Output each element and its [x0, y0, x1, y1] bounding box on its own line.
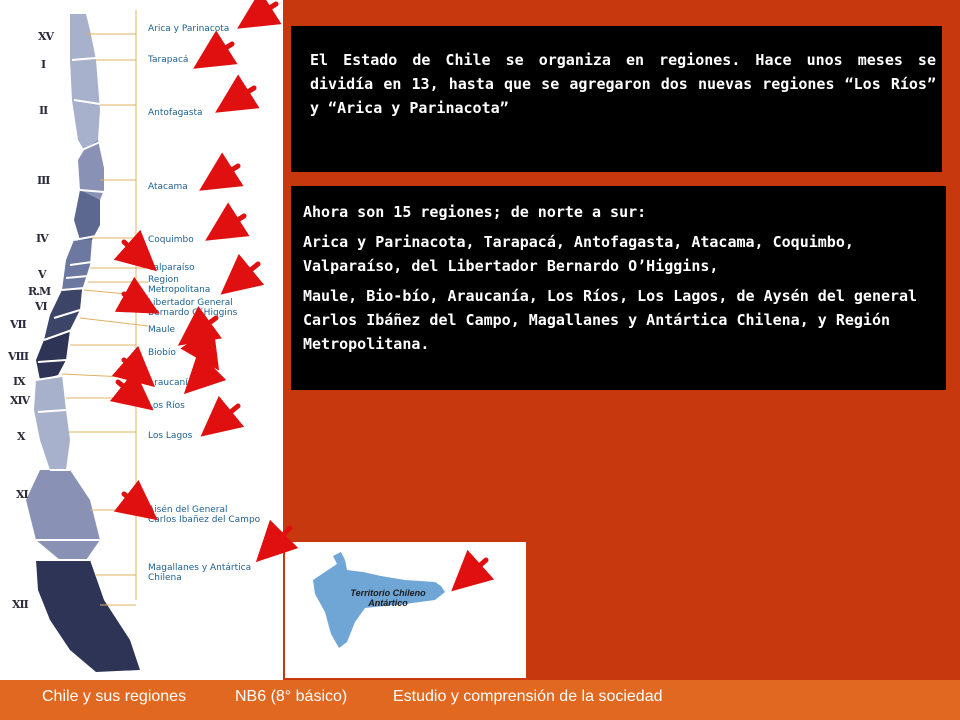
arrow-icon [466, 560, 486, 578]
arrow-icon [210, 44, 232, 58]
roman-numeral: XIV [10, 394, 30, 407]
roman-numeral: R.M [28, 285, 51, 298]
arrow-icon [124, 294, 142, 304]
roman-numeral: XV [38, 30, 54, 43]
region-label-loslagos: Los Lagos [148, 431, 193, 441]
footer-title: Chile y sus regiones [42, 688, 187, 705]
arrow-icon [124, 242, 142, 258]
arrow-icon [254, 4, 276, 18]
region-label-atacama: Atacama [148, 182, 188, 192]
region-label-araucania: Araucanía [148, 378, 194, 388]
arrow-icon [216, 166, 238, 180]
region-label-ohiggins: Libertador General Bernardo O´Higgins [148, 298, 238, 318]
arrow-icon [124, 494, 142, 508]
region-label-biobio: Biobío [148, 348, 176, 358]
arrow-icon [222, 216, 244, 230]
arrow-icon [124, 360, 140, 374]
roman-numeral: VIII [8, 350, 28, 363]
region-label-tarapaca: Tarapacá [148, 55, 189, 65]
roman-numeral: I [41, 58, 46, 71]
arrow-icon [270, 528, 290, 548]
region-label-coquimbo: Coquimbo [148, 235, 194, 245]
region-label-maule: Maule [148, 325, 176, 335]
region-label-arica: Arica y Parinacota [148, 24, 230, 34]
arrow-icon [198, 364, 214, 380]
region-label-valparaiso: Valparaíso [148, 263, 195, 273]
roman-numeral: V [38, 268, 46, 281]
roman-numeral: XII [12, 598, 28, 611]
region-label-aisen: Aisén del General Carlos Ibañez del Campo [148, 505, 261, 525]
region-label-antofagasta: Antofagasta [148, 108, 203, 118]
footer-level: NB6 (8° básico) [235, 688, 348, 705]
roman-numeral: II [39, 104, 48, 117]
arrow-icon [232, 88, 254, 102]
antarctic-territory-label: Territorio Chileno Antártico [350, 588, 426, 608]
arrow-icon [216, 406, 238, 424]
arrow-icon [118, 382, 138, 398]
region-label-losrios: Los Ríos [148, 401, 185, 411]
roman-numeral: III [37, 174, 50, 187]
roman-numeral: X [17, 430, 25, 443]
list-paragraph-2: Maule, Bio-bío, Araucanía, Los Ríos, Los Lagos, de Aysén del general Carlos Ibáñez del Campo, Magallanes y Antártica Chilena, y Región Metropolitana. [303, 287, 918, 353]
arrow-icon [236, 264, 258, 282]
roman-numeral: VII [10, 318, 26, 331]
region-label-magallanes: Magallanes y Antártica Chilena [148, 563, 252, 583]
intro-paragraph: El Estado de Chile se organiza en regiones. Hace unos meses se dividía en 13, hasta que se agregaron dos nuevas regiones “Los Ríos” y “Arica y Parinacota” [310, 51, 936, 117]
region-label-metropolitana: Region Metropolitana [148, 275, 211, 295]
arrow-icon [194, 318, 216, 334]
roman-numeral: IX [13, 375, 25, 388]
list-paragraph-1: Arica y Parinacota, Tarapacá, Antofagasta, Atacama, Coquimbo, Valparaíso, del Libertador Bernardo O’Higgins, [303, 233, 854, 275]
list-heading: Ahora son 15 regiones; de norte a sur: [303, 203, 647, 221]
roman-numeral: IV [36, 232, 48, 245]
roman-numeral: XI [16, 488, 28, 501]
arrow-icon [196, 336, 208, 354]
roman-numeral: VI [35, 300, 47, 313]
footer-subject: Estudio y comprensión de la sociedad [393, 688, 663, 705]
